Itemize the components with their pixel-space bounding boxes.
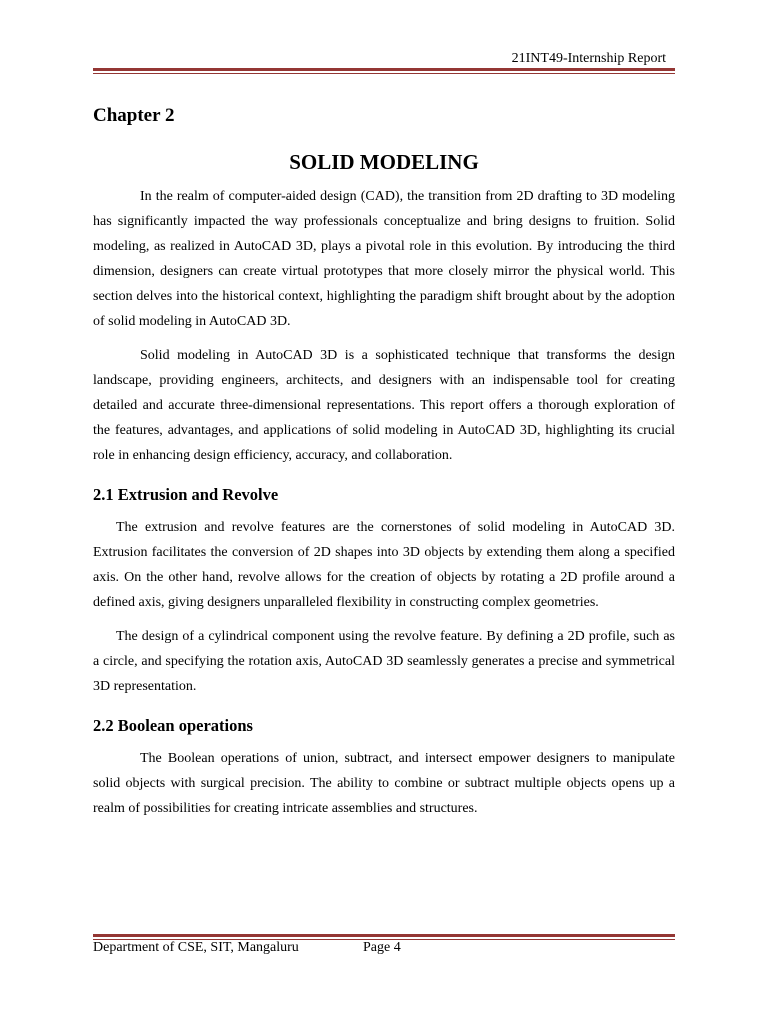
section-heading-extrusion-revolve: 2.1 Extrusion and Revolve — [93, 485, 279, 504]
page-footer — [93, 939, 401, 957]
intro-paragraph-2: Solid modeling in AutoCAD 3D is a sophisticated technique that transforms the design landscape, providing engineers, architects, and designers with an indispensable tool for creating detailed and accurate three-dimensional representations. This report offers a thorough exploration of the features, advantages, and applications of solid modeling in AutoCAD 3D, highlighting its crucial role in enhancing design efficiency, accuracy, and collaboration. — [93, 348, 675, 463]
header-rule — [93, 68, 675, 74]
extrusion-paragraph-2: The design of a cylindrical component using the revolve feature. By defining a 2D profile, such as a circle, and specifying the rotation axis, AutoCAD 3D seamlessly generates a precise and symmetrical 3D representation. — [93, 629, 675, 694]
page-content — [93, 104, 675, 830]
boolean-paragraph-1: The Boolean operations of union, subtract, and intersect empower designers to manipulate solid objects with surgical precision. The ability to combine or subtract multiple objects opens up a realm of possibilities for creating intricate assemblies and structures. — [93, 751, 675, 816]
extrusion-paragraph-1: The extrusion and revolve features are the cornerstones of solid modeling in AutoCAD 3D. Extrusion facilitates the conversion of 2D shapes into 3D objects by extending them along a specified axis. On the other hand, revolve allows for the creation of objects by rotating a 2D profile around a defined axis, giving designers unparalleled flexibility in constructing complex geometries. — [93, 520, 675, 610]
footer-rule-thick — [93, 934, 675, 937]
intro-paragraph-1: In the realm of computer-aided design (CAD), the transition from 2D drafting to 3D modeling has significantly impacted the way professionals conceptualize and bring designs to fruition. Solid modeling, as realized in AutoCAD 3D, plays a pivotal role in this evolution. By introducing the third dimension, designers can create virtual prototypes that more closely mirror the physical world. This section delves into the historical context, highlighting the paradigm shift brought about by the adoption of solid modeling in AutoCAD 3D. — [93, 189, 675, 329]
running-header: 21INT49-Internship Report — [511, 51, 666, 66]
chapter-label: Chapter 2 — [93, 105, 175, 126]
header-rule-thick — [93, 68, 675, 71]
chapter-title: SOLID MODELING — [289, 150, 479, 174]
section-heading-boolean-operations: 2.2 Boolean operations — [93, 716, 253, 735]
page-number: Page 4 — [363, 940, 401, 955]
header-rule-thin — [93, 73, 675, 74]
footer-department: Department of CSE, SIT, Mangaluru — [93, 940, 299, 955]
